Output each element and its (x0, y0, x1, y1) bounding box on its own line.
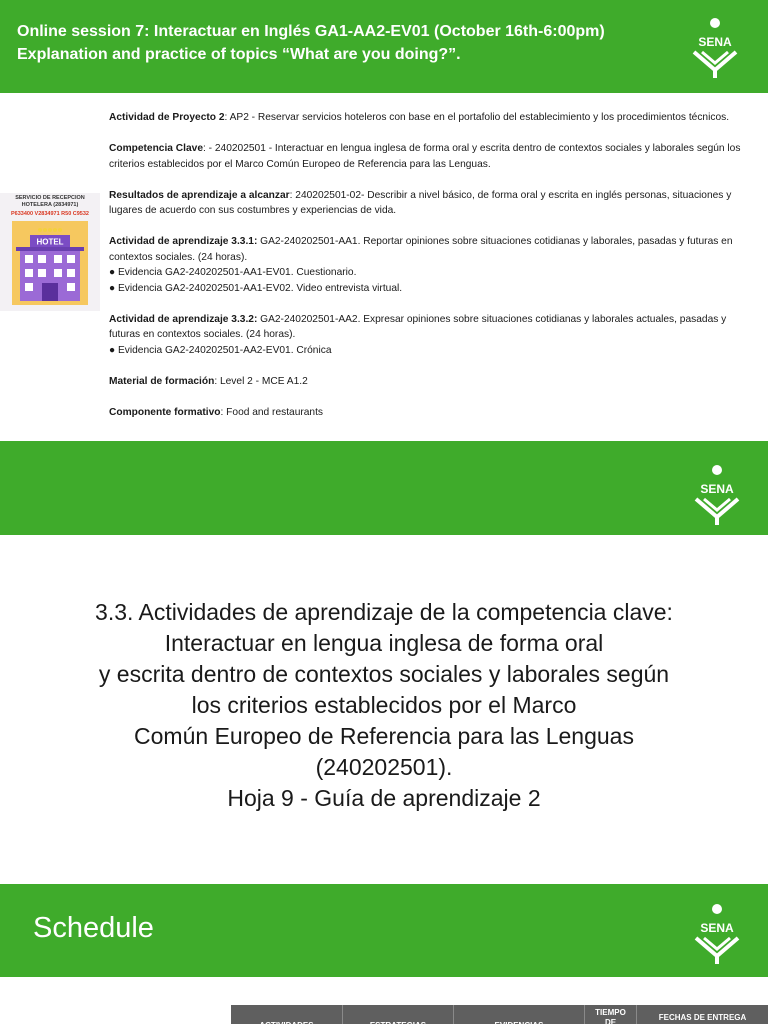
evidencia-aa2-ev01: ● Evidencia GA2-240202501-AA2-EV01. Crónica (109, 344, 332, 356)
proyecto-text: : AP2 - Reservar servicios hoteleros con base en el portafolio del establecimiento y los procedimientos técnicos. (224, 112, 730, 123)
slide1-title (17, 20, 667, 66)
slide1-title-line2: Explanation and practice of topics “What are you doing?”. (17, 46, 461, 63)
schedule-title: Schedule (33, 912, 154, 944)
evidencia-aa1-ev01: ● Evidencia GA2-240202501-AA1-EV01. Cuestionario. (109, 267, 357, 278)
section-heading-line: los criterios establecidos por el Marco (191, 692, 577, 718)
evidencia-aa1-ev02: ● Evidencia GA2-240202501-AA1-EV02. Video entrevista virtual. (109, 282, 403, 294)
slide2-header-bar (0, 441, 768, 535)
hotel-card-title-line1: SERVICIO DE RECEPCION (15, 195, 85, 201)
competencia-label: Competencia Clave (109, 143, 203, 154)
material-text: : Level 2 - MCE A1.2 (214, 375, 308, 387)
section-heading-line: (240202501). (315, 754, 453, 780)
schedule-table-header (231, 1005, 768, 1030)
competencia-paragraph (109, 141, 749, 172)
resultados-label: Resultados de aprendizaje a alcanzar (109, 189, 290, 201)
section-heading-line: Común Europeo de Referencia para las Lenguas (134, 723, 634, 749)
hotel-card-codes: P633400 V2834971 R50 C9532 (11, 211, 89, 217)
sena-logo (690, 902, 744, 964)
section-heading-line: 3.3. Actividades de aprendizaje de la competencia clave: (95, 599, 673, 625)
sena-logo-text: SENA (698, 35, 732, 49)
proyecto-paragraph (109, 110, 749, 126)
slide2-body (0, 535, 768, 884)
resultados-text: : 240202501-02- Describir a nivel básico, de forma oral y escrita en inglés personas, situaciones y lugares de acuerdo con sus costumbres y experiencias de vida. (109, 189, 732, 216)
sena-logo-text: SENA (700, 482, 734, 496)
actividad-331-paragraph (109, 234, 749, 296)
hotel-card-title-line2: HOTELERA (2834971) (21, 202, 79, 208)
componente-text: : Food and restaurants (220, 406, 324, 418)
resultados-paragraph (109, 188, 749, 219)
actividad-332-label: Actividad de aprendizaje 3.3.2: (109, 313, 258, 325)
hotel-building-icon (12, 221, 88, 305)
competencia-text: : - 240202501 - Interactuar en lengua inglesa de forma oral y escrita dentro de contextos sociales y laborales según los criterios establecidos por el Marco Común Europeo de Referencia para las Lenguas. (109, 143, 741, 170)
section-heading (30, 597, 738, 814)
hotel-card-image (0, 193, 100, 311)
slide1-header-bar (0, 0, 768, 93)
hotel-sign-text: HOTEL (36, 237, 64, 247)
sena-logo (688, 16, 742, 78)
material-label: Material de formación (109, 375, 215, 387)
section-heading-line: Interactuar en lengua inglesa de forma oral (164, 630, 604, 656)
componente-paragraph (109, 405, 749, 421)
actividad-331-text: GA2-240202501-AA1. Reportar opiniones sobre situaciones cotidianas y laborales, pasadas y futuras en contextos sociales. (24 horas). (109, 236, 733, 263)
actividad-332-paragraph (109, 312, 749, 359)
table-header-actividades: ACTIVIDADES (231, 1005, 343, 1024)
sena-logo (690, 463, 744, 525)
slide1-title-line1: Online session 7: Interactuar en Inglés GA1-AA2-EV01 (October 16th-6:00pm) (17, 23, 605, 40)
project-info-text (109, 110, 749, 436)
table-header-fechas: FECHAS DE ENTREGA (658, 1013, 747, 1022)
slide1-body (0, 93, 768, 441)
material-paragraph (109, 374, 749, 390)
section-heading-line: Hoja 9 - Guía de aprendizaje 2 (227, 785, 541, 811)
componente-label: Componente formativo (109, 406, 221, 418)
table-header-evidencias: EVIDENCIAS (454, 1005, 585, 1024)
actividad-332-text: GA2-240202501-AA2. Expresar opiniones sobre situaciones cotidianas y laborales actuales, pasadas y futuras en contextos sociales. (24 horas). (109, 313, 727, 340)
table-header-tiempo: TIEMPO DE (585, 1005, 637, 1024)
sena-logo-text: SENA (700, 921, 734, 935)
slide3-header-bar (0, 884, 768, 977)
actividad-331-label: Actividad de aprendizaje 3.3.1: (109, 236, 258, 247)
hotel-card-title (2, 195, 98, 209)
proyecto-label: Actividad de Proyecto 2 (109, 112, 225, 123)
table-header-estrategias: ESTRATEGIAS (343, 1005, 454, 1024)
section-heading-line: y escrita dentro de contextos sociales y laborales según (98, 661, 670, 687)
